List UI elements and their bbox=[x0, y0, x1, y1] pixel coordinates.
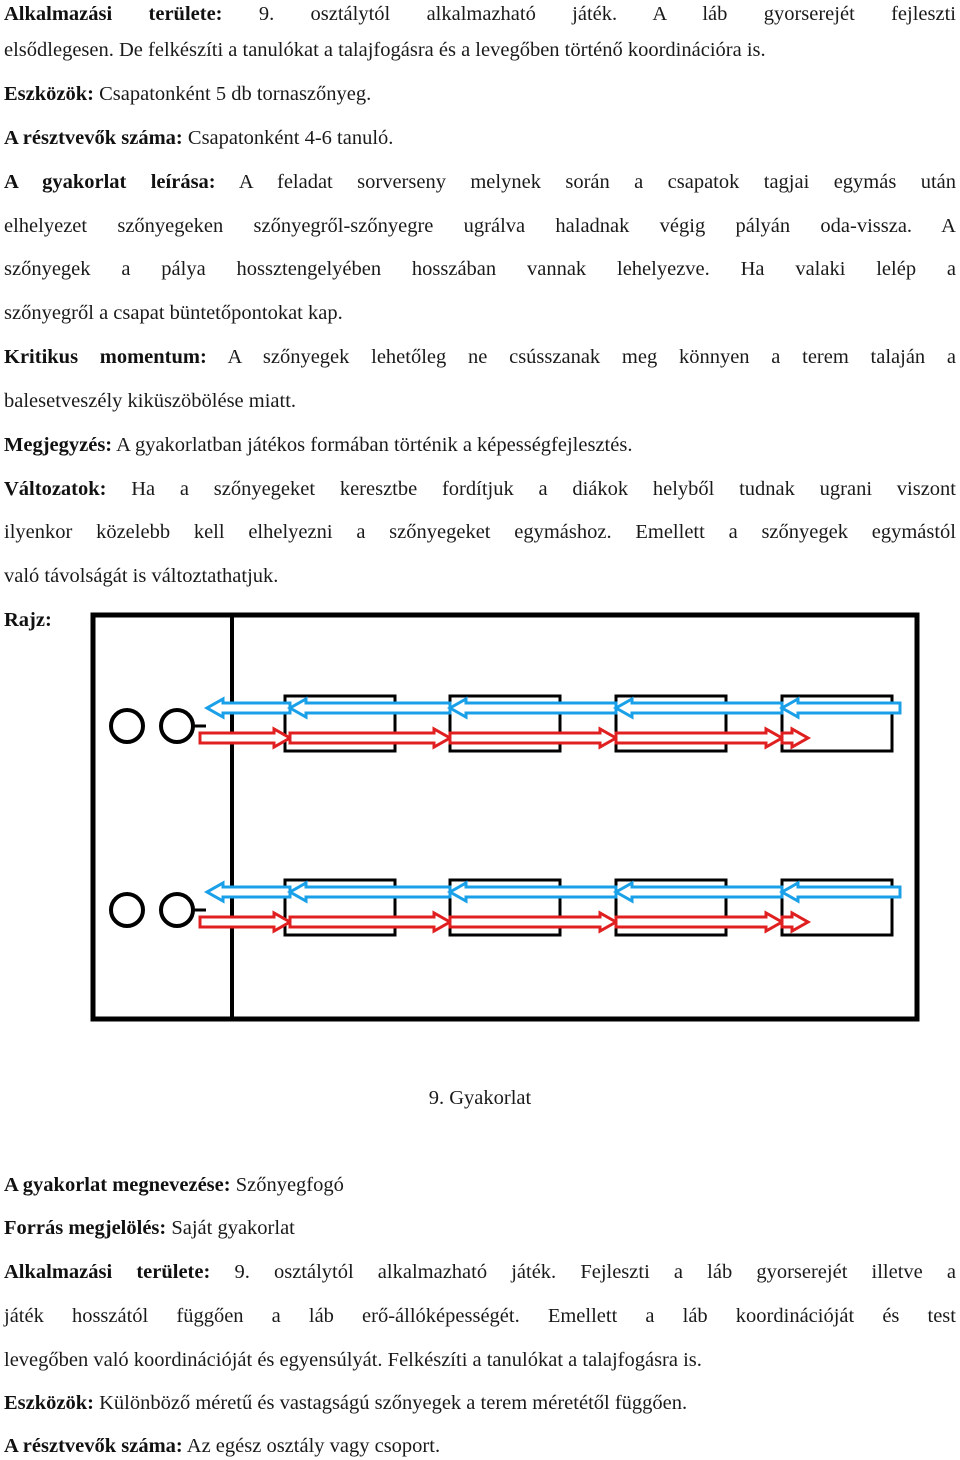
application2-label: Alkalmazási területe: bbox=[4, 1261, 211, 1283]
description-text-4: szőnyegről a csapat büntetőpontokat kap. bbox=[4, 302, 343, 324]
return-arrow bbox=[207, 883, 290, 901]
source-text: Saját gyakorlat bbox=[171, 1217, 295, 1239]
tools-label: Eszközök: bbox=[4, 83, 94, 105]
return-arrow bbox=[450, 699, 616, 717]
outbound-arrow bbox=[782, 913, 808, 931]
description-text-3: szőnyegek a pálya hossztengelyében hosszában vannak lehelyezve. Ha valaki lelép a bbox=[4, 258, 956, 280]
outbound-arrow bbox=[450, 913, 616, 931]
lane-1 bbox=[111, 696, 900, 751]
return-arrow bbox=[207, 699, 290, 717]
outbound-arrow bbox=[290, 729, 450, 747]
description-text-1: A feladat sorverseny melynek során a csapatok tagjai egymás után bbox=[238, 171, 957, 193]
tools2-label: Eszközök: bbox=[4, 1392, 94, 1414]
participants2-label: A résztvevők száma: bbox=[4, 1435, 183, 1457]
drawing-label: Rajz: bbox=[4, 609, 52, 631]
outbound-arrow bbox=[782, 729, 808, 747]
outbound-arrow bbox=[616, 913, 782, 931]
return-arrow bbox=[290, 883, 450, 901]
exercise-heading-text: 9. Gyakorlat bbox=[428, 1087, 532, 1109]
tools-text: Csapatonként 5 db tornaszőnyeg. bbox=[99, 83, 372, 105]
description-label: A gyakorlat leírása: bbox=[4, 171, 216, 193]
critical-text-2: balesetveszély kiküszöbölése miatt. bbox=[4, 390, 297, 412]
note-text: A gyakorlatban játékos formában történik a képességfejlesztés. bbox=[116, 434, 633, 456]
outbound-arrow bbox=[200, 913, 290, 931]
lanes-group bbox=[111, 696, 900, 935]
return-arrow bbox=[782, 699, 900, 717]
name-text: Szőnyegfogó bbox=[235, 1174, 344, 1196]
application-text-2: elsődlegesen. De felkészíti a tanulókat a talajfogásra és a levegőben történő koordinációra is. bbox=[4, 39, 766, 61]
player-circle bbox=[111, 710, 143, 742]
application-label: Alkalmazási területe: bbox=[4, 3, 223, 25]
variations-text-3: való távolságát is változtathatjuk. bbox=[4, 565, 279, 587]
tools2-text: Különböző méretű és vastagságú szőnyegek a terem méretétől függően. bbox=[99, 1392, 688, 1414]
variations-text-1: Ha a szőnyegeket keresztbe fordítjuk a diákok helyből tudnak ugrani viszont bbox=[131, 478, 957, 500]
outbound-arrow bbox=[616, 729, 782, 747]
variations-label: Változatok: bbox=[4, 478, 107, 500]
description-text-2: elhelyezet szőnyegeken szőnyegről-szőnyegre ugrálva haladnak végig pályán oda-vissza. A bbox=[4, 215, 956, 237]
outbound-arrow bbox=[450, 729, 616, 747]
return-arrow bbox=[616, 883, 782, 901]
critical-text-1: A szőnyegek lehetőleg ne csússzanak meg könnyen a terem talaján a bbox=[227, 346, 957, 368]
player-circle bbox=[111, 894, 143, 926]
application-text-1: 9. osztálytól alkalmazható játék. A láb gyorserejét fejleszti bbox=[258, 3, 956, 25]
return-arrow bbox=[450, 883, 616, 901]
application2-text-2: játék hosszától függően a láb erő-állóképességét. Emellett a láb koordinációját és test bbox=[4, 1305, 956, 1327]
outbound-arrow bbox=[200, 729, 290, 747]
source-label: Forrás megjelölés: bbox=[4, 1217, 167, 1239]
name-label: A gyakorlat megnevezése: bbox=[4, 1174, 231, 1196]
application2-text-1: 9. osztálytól alkalmazható játék. Fejleszti a láb gyorserejét illetve a bbox=[234, 1261, 957, 1283]
court-border bbox=[93, 615, 917, 1019]
return-arrow bbox=[616, 699, 782, 717]
player-circle bbox=[161, 710, 193, 742]
lane-2 bbox=[111, 880, 900, 935]
variations-text-2: ilyenkor közelebb kell elhelyezni a szőnyegeket egymáshoz. Emellett a szőnyegek egymástól bbox=[4, 521, 956, 543]
return-arrow bbox=[290, 699, 450, 717]
participants-text: Csapatonként 4-6 tanuló. bbox=[187, 127, 394, 149]
note-label: Megjegyzés: bbox=[4, 434, 113, 456]
participants2-text: Az egész osztály vagy csoport. bbox=[186, 1435, 441, 1457]
participants-label: A résztvevők száma: bbox=[4, 127, 183, 149]
return-arrow bbox=[782, 883, 900, 901]
application2-text-3: levegőben való koordinációját és egyensúlyát. Felkészíti a tanulókat a talajfogásra is. bbox=[4, 1349, 702, 1371]
player-circle bbox=[161, 894, 193, 926]
critical-label: Kritikus momentum: bbox=[4, 346, 207, 368]
outbound-arrow bbox=[290, 913, 450, 931]
